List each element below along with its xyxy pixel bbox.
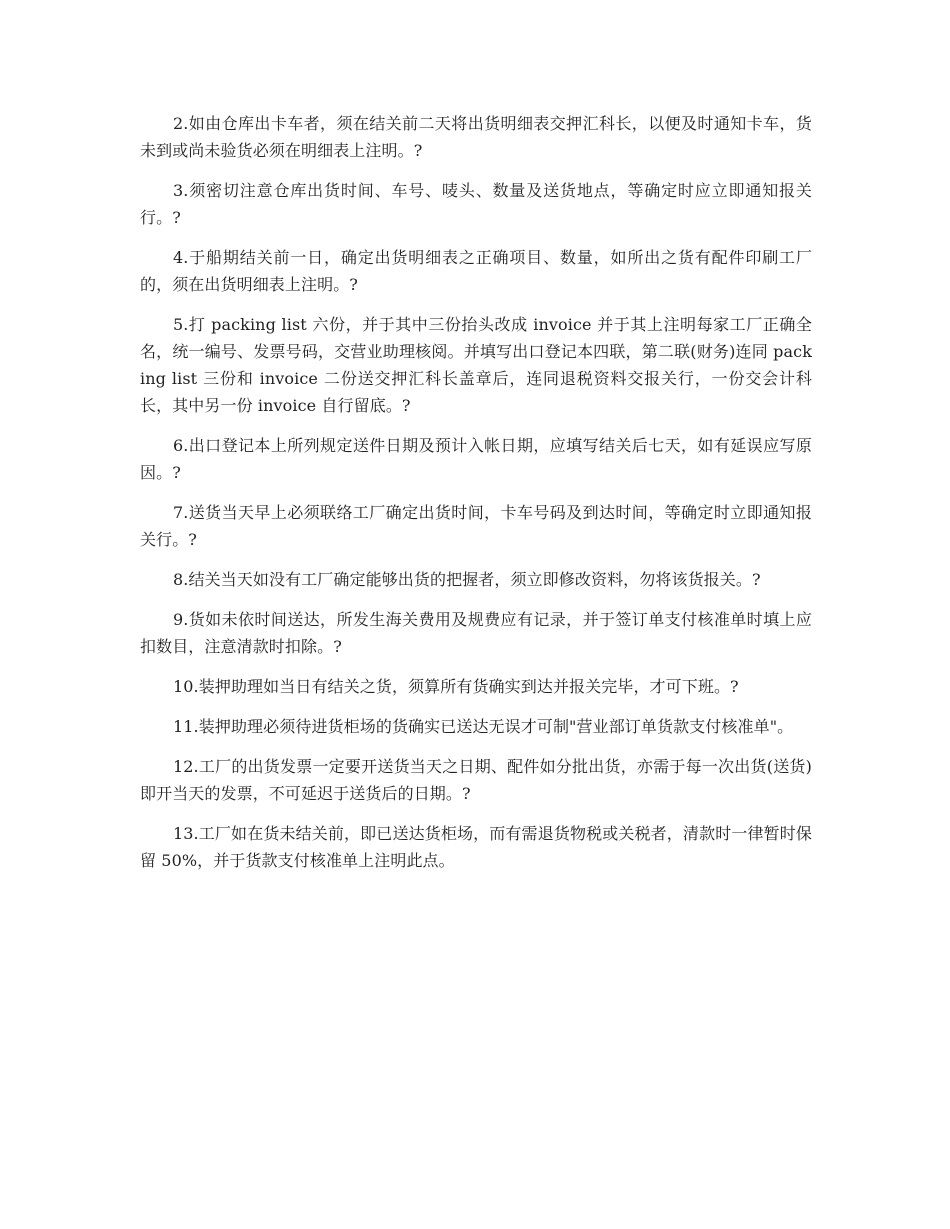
paragraph-item-3: 3.须密切注意仓库出货时间、车号、唛头、数量及送货地点，等确定时应立即通知报关行。? xyxy=(140,181,812,227)
paragraph-item-11: 11.装押助理必须待进货柜场的货确实已送达无误才可制"营业部订单货款支付核准单"。 xyxy=(173,717,794,736)
paragraph-item-4: 4.于船期结关前一日，确定出货明细表之正确项目、数量，如所出之货有配件印刷工厂的，须在出货明细表上注明。? xyxy=(140,248,812,294)
paragraph-item-7: 7.送货当天早上必须联络工厂确定出货时间，卡车号码及到达时间，等确定时立即通知报关行。? xyxy=(140,503,812,549)
document-page xyxy=(140,110,812,887)
paragraph-item-2: 2.如由仓库出卡车者，须在结关前二天将出货明细表交押汇科长，以便及时通知卡车，货未到或尚未验货必须在明细表上注明。? xyxy=(140,114,812,160)
paragraph-item-9: 9.货如未依时间送达，所发生海关费用及规费应有记录，并于签订单支付核准单时填上应扣数目，注意清款时扣除。? xyxy=(140,610,812,656)
paragraph-item-8: 8.结关当天如没有工厂确定能够出货的把握者，须立即修改资料，勿将该货报关。? xyxy=(173,570,761,589)
paragraph-item-6: 6.出口登记本上所列规定送件日期及预计入帐日期，应填写结关后七天，如有延误应写原因。? xyxy=(140,436,812,482)
paragraph-item-12: 12.工厂的出货发票一定要开送货当天之日期、配件如分批出货，亦需于每一次出货(送货)即开当天的发票，不可延迟于送货后的日期。? xyxy=(140,757,812,803)
paragraph-item-10: 10.装押助理如当日有结关之货，须算所有货确实到达并报关完毕，才可下班。? xyxy=(173,677,739,696)
paragraph-item-13: 13.工厂如在货未结关前，即已送达货柜场，而有需退货物税或关税者，清款时一律暂时保留 50%，并于货款支付核准单上注明此点。 xyxy=(140,824,812,870)
paragraph-item-5: 5.打 packing list 六份，并于其中三份抬头改成 invoice 并于其上注明每家工厂正确全名，统一编号、发票号码，交营业助理核阅。并填写出口登记本四联，第二联(财务)连同 packing list 三份和 invoice 二份送交押汇科长盖章后，连同退税资料交报关行，一份交会计科长，其中另一份 invoice 自行留底。? xyxy=(140,315,812,415)
